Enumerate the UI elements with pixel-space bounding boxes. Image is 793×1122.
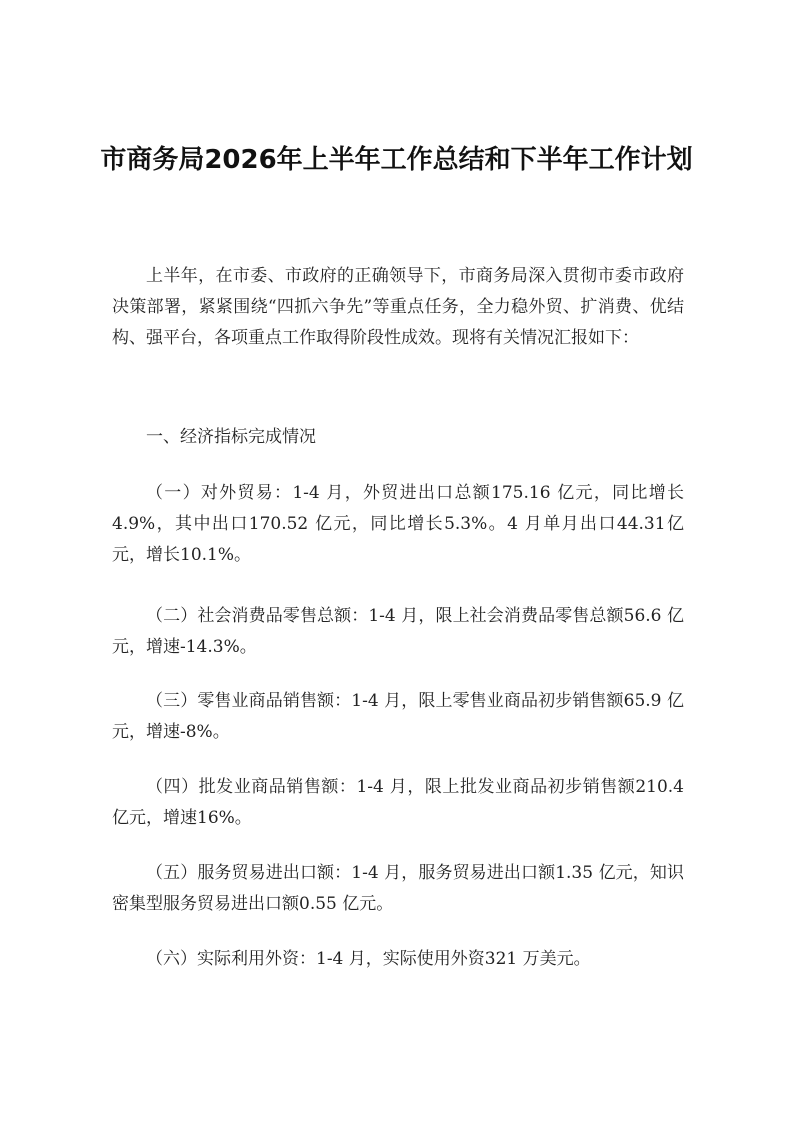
indicator-item-retail-sales-consumer-goods: （二）社会消费品零售总额：1-4 月，限上社会消费品零售总额56.6 亿元，增速-14.3%。 [112,606,684,657]
indicator-item-wholesale-sales: （四）批发业商品销售额：1-4 月，限上批发业商品初步销售额210.4 亿元，增速16%。 [112,777,684,828]
indicator-item-retail-sales: （三）零售业商品销售额：1-4 月，限上零售业商品初步销售额65.9 亿元，增速-8%。 [112,691,684,742]
indicator-item-foreign-investment: （六）实际利用外资：1-4 月，实际使用外资321 万美元。 [146,949,591,969]
document-title: 市商务局2026年上半年工作总结和下半年工作计划 [100,145,693,175]
section-heading-economic-indicators: 一、经济指标完成情况 [146,427,316,447]
indicator-item-service-trade: （五）服务贸易进出口额：1-4 月，服务贸易进出口额1.35 亿元，知识密集型服务贸易进出口额0.55 亿元。 [112,863,684,914]
indicator-item-foreign-trade: （一）对外贸易：1-4 月，外贸进出口总额175.16 亿元，同比增长4.9%，其中出口170.52 亿元，同比增长5.3%。4 月单月出口44.31亿元，增长10.1%。 [112,483,684,565]
intro-paragraph: 上半年，在市委、市政府的正确领导下，市商务局深入贯彻市委市政府决策部署，紧紧围绕“四抓六争先”等重点任务，全力稳外贸、扩消费、优结构、强平台，各项重点工作取得阶段性成效。现将有关情况汇报如下： [112,266,684,348]
